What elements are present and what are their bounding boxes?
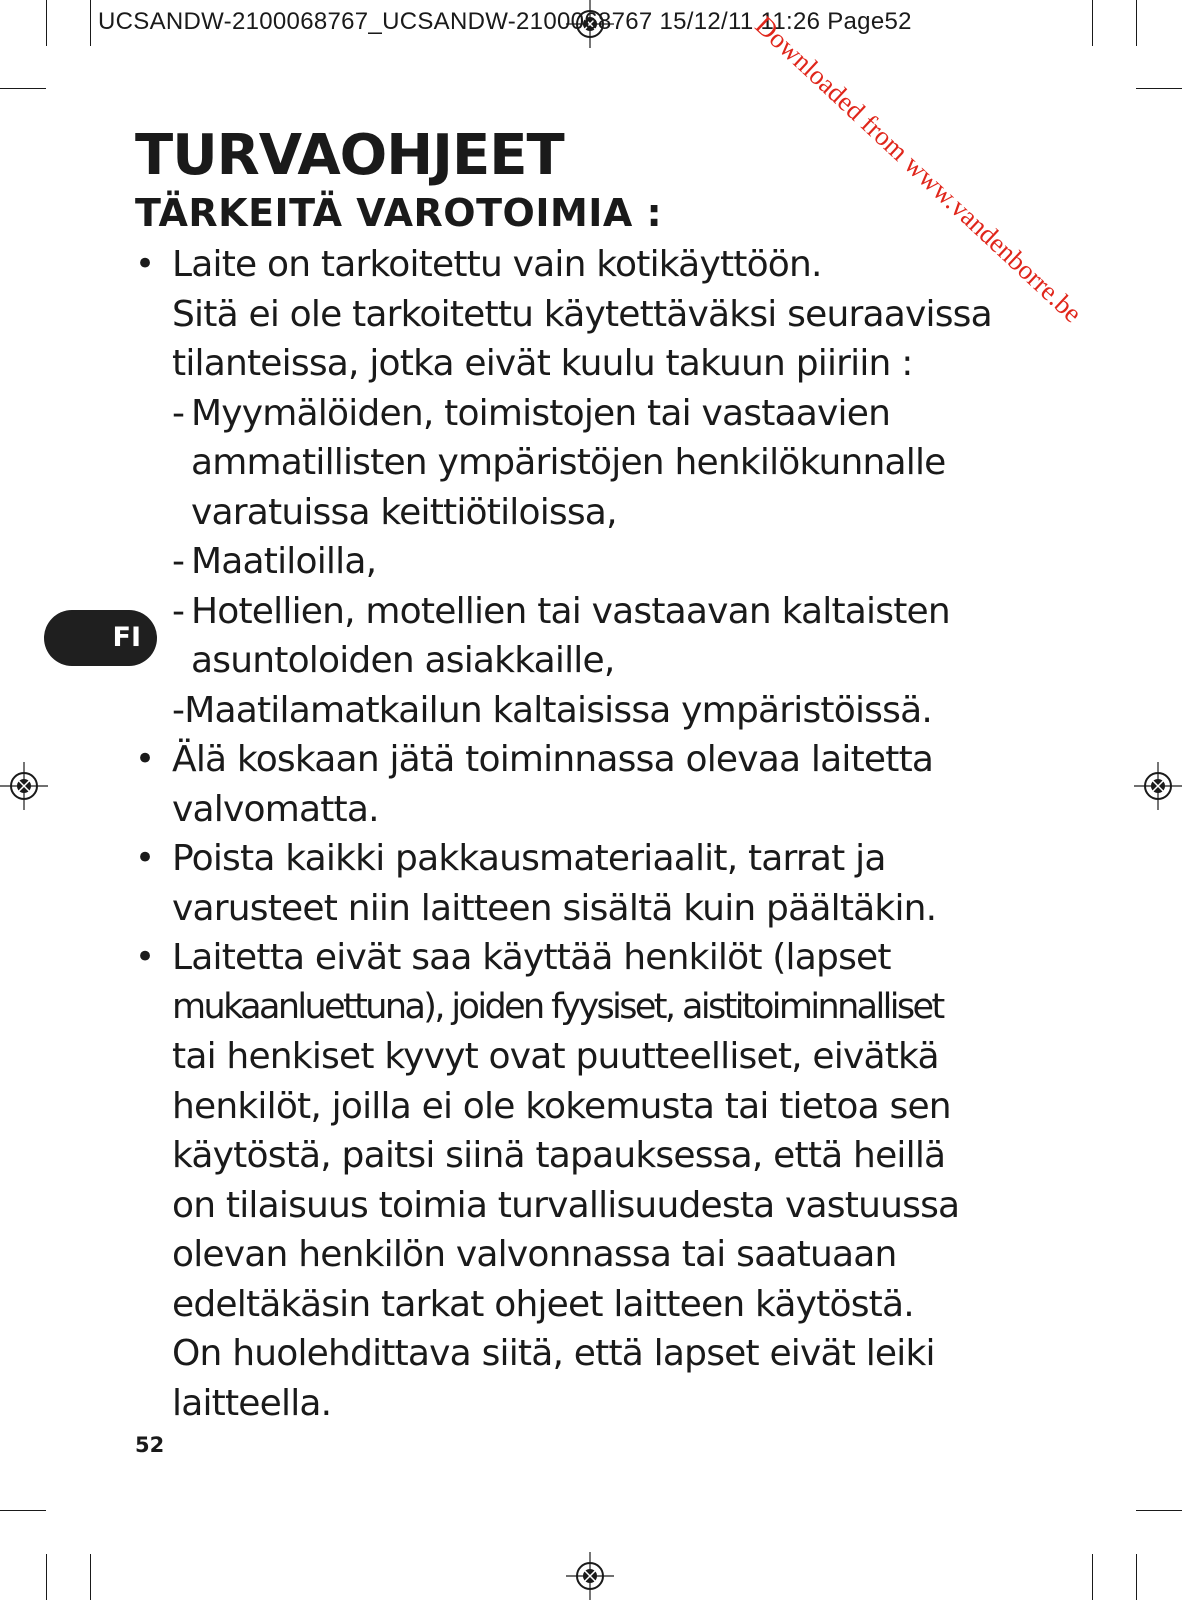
registration-mark-icon [0, 762, 48, 810]
text-line: Sitä ei ole tarkoitettu käytettäväksi seuraavissa [172, 293, 992, 335]
registration-mark-icon [566, 1552, 614, 1600]
section-subtitle: TÄRKEITÄ VAROTOIMIA : [135, 191, 663, 235]
sub-list-item: -Maatilamatkailun kaltaisissa ympäristöissä. [172, 689, 932, 731]
language-badge: FI [44, 610, 157, 666]
text-line: mukaanluettuna), joiden fyysiset, aistitoiminnalliset [172, 986, 943, 1027]
dash-icon: - [172, 590, 185, 632]
text-line: laitteella. [172, 1382, 332, 1424]
text-line: varusteet niin laitteen sisältä kuin päältäkin. [172, 887, 937, 929]
crop-mark [90, 1554, 91, 1600]
crop-mark [1136, 0, 1137, 46]
page-title: TURVAOHJEET [135, 123, 564, 188]
bullet-icon: • [135, 739, 155, 779]
crop-mark [46, 0, 47, 46]
list-item: • Poista kaikki pakkausmateriaalit, tarrat ja [135, 834, 1045, 884]
list-item: • Älä koskaan jätä toiminnassa olevaa laitetta [135, 735, 1045, 785]
text-line: edeltäkäsin tarkat ohjeet laitteen käytöstä. [172, 1283, 914, 1325]
text-line: käytöstä, paitsi siinä tapauksessa, että heillä [172, 1135, 946, 1176]
crop-mark [0, 88, 46, 89]
bullet-icon: • [135, 838, 155, 878]
crop-mark [1092, 1554, 1093, 1600]
sub-list-item: - Hotellien, motellien tai vastaavan kaltaisten [135, 587, 1045, 637]
text-line: olevan henkilön valvonnassa tai saatuaan [172, 1234, 897, 1275]
crop-mark [1136, 88, 1182, 89]
crop-mark [1136, 1554, 1137, 1600]
text-line: tilanteissa, jotka eivät kuulu takuun piiriin : [172, 343, 913, 384]
text-line: tai henkiset kyvyt ovat puutteelliset, eivätkä [172, 1036, 939, 1077]
safety-instructions [135, 240, 1045, 1428]
text-line: valvomatta. [172, 788, 379, 830]
registration-mark-icon [1134, 762, 1182, 810]
sub-list-item: - Myymälöiden, toimistojen tai vastaavien [135, 389, 1045, 439]
text-line: on tilaisuus toimia turvallisuudesta vastuussa [172, 1184, 960, 1226]
text-line: varatuissa keittiötiloissa, [191, 491, 617, 533]
print-slug: UCSANDW-2100068767_UCSANDW-2100068767 15/12/11 11:26 Page52 [98, 8, 912, 35]
dash-icon: - [172, 392, 185, 434]
sub-list-item: - Maatiloilla, [135, 537, 1045, 587]
download-watermark: Downloaded from www.vandenborre.be [749, 10, 1088, 329]
list-item: • Laitetta eivät saa käyttää henkilöt (lapset [135, 933, 1045, 983]
crop-mark [46, 1554, 47, 1600]
crop-mark [1092, 0, 1093, 46]
text-line: On huolehdittava siitä, että lapset eivät leiki [172, 1333, 935, 1374]
text-line: henkilöt, joilla ei ole kokemusta tai tietoa sen [172, 1085, 951, 1127]
crop-mark [1136, 1510, 1182, 1511]
text-line: ammatillisten ympäristöjen henkilökunnalle [191, 442, 946, 483]
dash-icon: - [172, 541, 185, 582]
text-line: asuntoloiden asiakkaille, [191, 640, 615, 681]
bullet-icon: • [135, 244, 155, 284]
bullet-icon: • [135, 937, 155, 977]
page-number: 52 [135, 1433, 165, 1457]
crop-mark [0, 1510, 46, 1511]
crop-mark [90, 0, 91, 46]
list-item: • Laite on tarkoitettu vain kotikäyttöön. [135, 240, 1045, 290]
